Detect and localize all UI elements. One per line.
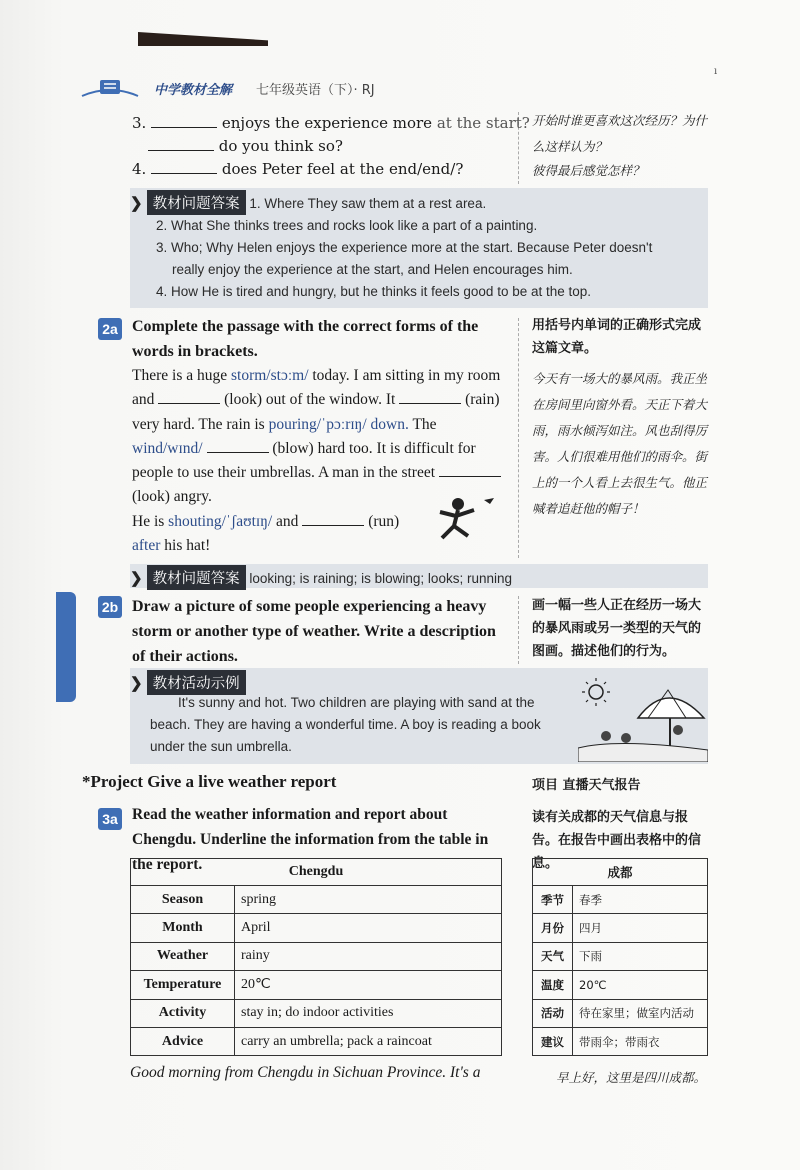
instruction-cn-2a: 用括号内单词的正确形式完成这篇文章。 bbox=[532, 318, 702, 356]
book-logo-icon bbox=[80, 76, 140, 100]
column-divider bbox=[518, 596, 519, 664]
table-row: Month April bbox=[131, 914, 502, 942]
question-3: 3. enjoys the experience more at the start? bbox=[132, 114, 530, 132]
page-mark: ı bbox=[714, 66, 718, 77]
report-text-cn: 早上好，这里是四川成都。 bbox=[556, 1070, 707, 1085]
table-row: 季节 春季 bbox=[533, 886, 708, 914]
passage-cn-2a: 今天有一场大的暴风雨。我正坐在房间里向窗外看。天正下着大雨，雨水倾泻如注。风也刮得厉害。人们很难用他们的雨伞。街上的一个人看上去很生气。他正喊着追赶他的帽子！ bbox=[532, 371, 708, 516]
answer-blank[interactable] bbox=[302, 511, 364, 526]
table-title: Chengdu bbox=[131, 859, 502, 886]
table-row: 温度 20℃ bbox=[533, 971, 708, 999]
passage-2a: There is a huge storm/stɔːm/ today. I am sitting in my room and (look) out of the window. It (rain) very hard. The rain is pouring/ˈpɔːrɪŋ/ down. The wind/wɪnd/ (blow) hard too. It is difficult for people to use their umbrellas. A man in the street (look) angry. He is shouting/ˈʃaʊtɪŋ/ and (run) after his hat! bbox=[132, 367, 501, 555]
instruction-cn-3a: 读有关成都的天气信息与报告。在报告中画出表格中的信息。 bbox=[532, 810, 702, 871]
table-title-cn: 成都 bbox=[533, 859, 708, 886]
answer-blank[interactable] bbox=[439, 462, 501, 477]
weather-table-cn bbox=[532, 858, 708, 1056]
top-decoration bbox=[138, 32, 268, 46]
answer-box-1 bbox=[130, 188, 708, 308]
answer-line: 3. Who; Why Helen enjoys the experience more at the start. Because Peter doesn't bbox=[156, 240, 653, 255]
table-row: Activity stay in; do indoor activities bbox=[131, 999, 502, 1027]
answer-blank[interactable] bbox=[151, 160, 217, 174]
answer-box-2 bbox=[130, 564, 708, 588]
answer-blank[interactable] bbox=[148, 137, 214, 151]
section-badge-2a: 2a bbox=[98, 318, 122, 340]
instruction-2b: Draw a picture of some people experiencing a heavy storm or another type of weather. Write a description of their actions. bbox=[132, 598, 496, 665]
questions-cn-1: 开始时谁更喜欢这次经历？为什么这样认为？ bbox=[532, 113, 708, 154]
weather-table bbox=[130, 858, 502, 1056]
answer-line: 1. Where They saw them at a rest area. bbox=[249, 196, 487, 211]
report-text: Good morning from Chengdu in Sichuan Province. It's a bbox=[130, 1064, 481, 1081]
side-tab bbox=[56, 592, 76, 702]
answer-tag: 教材问题答案 bbox=[147, 565, 246, 590]
answer-line: 2. What She thinks trees and rocks look like a part of a painting. bbox=[156, 218, 538, 233]
answer-blank[interactable] bbox=[207, 438, 269, 453]
book-title: 中学教材全解 bbox=[154, 83, 233, 98]
answer-line: 4. How He is tired and hungry, but he thinks it feels good to be at the top. bbox=[156, 284, 592, 299]
chevron-right-icon: ❯ bbox=[130, 570, 143, 587]
section-badge-2b: 2b bbox=[98, 596, 122, 618]
column-divider bbox=[518, 318, 519, 558]
table-row: 活动 待在家里；做室内活动 bbox=[533, 999, 708, 1027]
answer-tag: 教材问题答案 bbox=[147, 190, 246, 215]
page-header bbox=[80, 76, 760, 100]
example-tag: 教材活动示例 bbox=[147, 670, 246, 695]
table-row: 建议 带雨伞；带雨衣 bbox=[533, 1027, 708, 1055]
instruction-3a: Read the weather information and report about Chengdu. Underline the information from the table in the report. bbox=[132, 806, 489, 873]
running-man-illustration bbox=[428, 494, 502, 542]
chevron-right-icon: ❯ bbox=[130, 675, 143, 692]
table-row: Temperature 20℃ bbox=[131, 971, 502, 999]
book-subtitle: 七年级英语（下）· RJ bbox=[256, 83, 375, 98]
table-row: Weather rainy bbox=[131, 942, 502, 970]
project-title: *Project Give a live weather report bbox=[82, 772, 337, 791]
table-row: 天气 下雨 bbox=[533, 942, 708, 970]
answer-line: really enjoy the experience at the start, and Helen encourages him. bbox=[172, 262, 573, 277]
chevron-right-icon: ❯ bbox=[130, 195, 143, 212]
question-4: 4. does Peter feel at the end/end/? bbox=[132, 160, 464, 178]
answer-blank[interactable] bbox=[399, 389, 461, 404]
table-row: 月份 四月 bbox=[533, 914, 708, 942]
project-title-cn: 项目 直播天气报告 bbox=[532, 778, 641, 793]
answer-text: looking; is raining; is blowing; looks; running bbox=[249, 571, 512, 586]
table-row: Advice carry an umbrella; pack a raincoat bbox=[131, 1027, 502, 1055]
table-row: Season spring bbox=[131, 886, 502, 914]
answer-blank[interactable] bbox=[151, 114, 217, 128]
instruction-2a: Complete the passage with the correct forms of the words in brackets. bbox=[132, 318, 479, 360]
section-badge-3a: 3a bbox=[98, 808, 122, 830]
instruction-cn-2b: 画一幅一些人正在经历一场大的暴风雨或另一类型的天气的图画。描述他们的行为。 bbox=[532, 598, 702, 659]
beach-illustration bbox=[578, 678, 708, 762]
question-3-continued: do you think so? bbox=[148, 137, 343, 155]
questions-cn-2: 彼得最后感觉怎样？ bbox=[532, 163, 645, 178]
answer-blank[interactable] bbox=[158, 389, 220, 404]
example-text: It's sunny and hot. Two children are playing with sand at the beach. They are having a wonderful time. A boy is reading a book under the sun umbrella. bbox=[150, 695, 541, 754]
